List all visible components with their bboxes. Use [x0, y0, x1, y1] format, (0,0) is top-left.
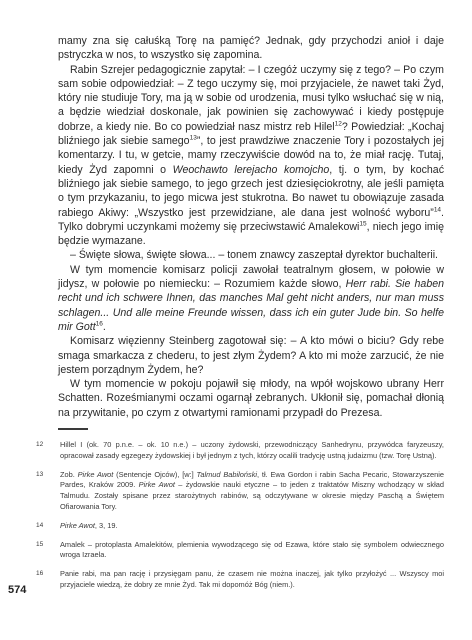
paragraph-3: – Święte słowa, święte słowa... – tonem znawcy zaszeptał dyrektor buchalterii.	[70, 249, 439, 262]
paragraph-6: W tym momencie w pokoju pojawił się młody, na wpół wojskowo ubrany Herr Schatten. Roześmianymi oczami ogarnął zebranych. Ukłonił się, pomachał dłonią na przywitanie, po czym z otwartymi ramionami przypadł do Prezesa.	[58, 378, 444, 419]
footnote-ref-16[interactable]: 16	[95, 320, 103, 328]
italic-title: Pirke Awot	[60, 520, 95, 530]
text-run: , tj. o tym, by kochać bliźniego jak siebie samego, to jego grzech jest dziesięciokrotny, ale jeśli pamięta o tym przykazaniu, to jego micwa jest stukrotna. Bo nawet tu obowiązuje zasada rabiego Akiwy: „Wszystko jest przewidziane, ale dana jest wolność wyboru”	[58, 163, 444, 219]
footnote-text: Hillel I (ok. 70 p.n.e. – ok. 10 n.e.) – uczony żydowski, przewodniczący Sanhedrynu, przywódca faryzeuszy, opracował zasady egzegezy żydowskiej i był jednym z tych, którzy ocalili tradycję ustną judaizmu (tzw. Torę Ustną).	[60, 440, 444, 460]
footnote-ref-13[interactable]: 13	[189, 134, 197, 142]
italic-german-quote: Herr rabi. Sie haben recht und ich schwere Ihnen, das manches Mal geht nicht anders, nur man muss schlagen... Und alle meine Freunde wissen, dass ich ein guter Jude bin. So helfe mir Gott	[58, 278, 444, 333]
paragraph-5: Komisarz więzienny Steinberg zagotował się: – A kto mówi o biciu? Gdy rebe smaga smarkacza z chederu, to jest złym Żydem? A kto mi może zarzucić, że nie jestem porządnym Żydem, he?	[58, 335, 444, 376]
footnote-text	[60, 521, 444, 532]
italic-title: Pirke Awot	[77, 469, 114, 479]
paragraph-1: mamy zna się całuśką Torę na pamięć? Jednak, gdy przychodzi anioł i daje pstryczka w nos, to wszystko się zapomina.	[58, 35, 444, 62]
text-run: . Tylko dobrymi uczynkami możemy się przeciwstawić Amalekowi	[58, 206, 444, 233]
footnote-number: 16	[36, 570, 44, 578]
text-run: – żydowskie nauki etyczne – to jeden z traktatów Miszny wchodzący w skład Talmudu. Zostały spisane przez starożytnych rabinów, są odczytywane w okresie między Paschą a Świętem Ofiarowania Tory.	[60, 480, 444, 511]
italic-phrase: Weochawto lerejacho komojcho	[172, 163, 330, 176]
page-number: 574	[8, 584, 27, 596]
footnote-text: Panie rabi, ma pan rację i przysięgam panu, że czasem nie można inaczej, jak tylko przyłożyć ... Wszyscy moi przyjaciele wiedzą, że dobry ze mnie Żyd. Tak mi dopomóż Bóg (niem.).	[60, 569, 444, 589]
footnote-number: 14	[36, 521, 44, 529]
paragraph-4	[58, 263, 444, 334]
footnote-number: 12	[36, 441, 44, 448]
footnote-text	[60, 470, 444, 513]
text-run: .	[102, 320, 106, 333]
footnote-number: 15	[36, 540, 44, 548]
text-run: ? Powiedział: „Kochaj bliźniego jak siebie samego	[58, 120, 444, 148]
text-run: , 3, 19.	[94, 520, 118, 530]
main-text	[58, 34, 444, 420]
text-run: , niech jego imię będzie wymazane.	[58, 220, 444, 248]
footnote-ref-15[interactable]: 15	[359, 220, 367, 228]
footnote-12	[36, 440, 444, 462]
text-run: Rabin Szrejer pedagogicznie zapytał: – I czegóż uczymy się z tego? – Po czym sam sobie odpowiedział: – Z tego uczymy się, moi przyjaciele, że nawet taki Żyd, który nie studiuje Tory, ma ją w sobie od urodzenia, musi tylko wsłuchać się w nią, a będzie wiedział doskonale, jak powinien się zachowywać i kiedy postępuje dobrze, a kiedy nie. Bo co powiedział nasz mistrz reb Hilel	[58, 63, 444, 133]
footnote-text: Amalek – protoplasta Amalekitów, plemienia wywodzącego się od Ezawa, które stało się symbolem odwiecznego wroga Izraela.	[60, 539, 444, 560]
footnote-separator	[58, 428, 88, 430]
footnote-16	[36, 569, 444, 591]
italic-title: Talmud Babiloński	[196, 469, 258, 479]
text-run: ”, to jest prawdziwe znaczenie Tory i pozostałych jej komentarzy. I tu, w getcie, mamy rzeczywiście dowód na to, że miał rację. Tutaj, kiedy Żyd zapomni o	[58, 135, 444, 176]
footnote-14	[36, 521, 444, 532]
text-run: , tł. Ewa Gordon i rabin Sacha Pecaric, Stowarzyszenie Pardes, Kraków 2009.	[60, 469, 444, 490]
footnote-ref-12[interactable]: 12	[334, 120, 342, 128]
footnote-ref-14[interactable]: 14	[433, 206, 442, 214]
italic-title: Pirke Awot	[138, 480, 175, 490]
text-run: W tym momencie komisarz policji zawołał teatralnym głosem, w połowie w jidysz, w połowie po niemiecku: – Rozumiem każde słowo,	[58, 263, 444, 291]
footnote-number: 13	[36, 470, 44, 478]
text-run: Zob.	[60, 469, 78, 479]
paragraph-2	[58, 63, 444, 249]
footnotes	[36, 440, 444, 599]
text-run: (Sentencje Ojców), [w:]	[113, 469, 197, 479]
footnote-13	[36, 470, 444, 513]
footnote-15	[36, 540, 444, 562]
